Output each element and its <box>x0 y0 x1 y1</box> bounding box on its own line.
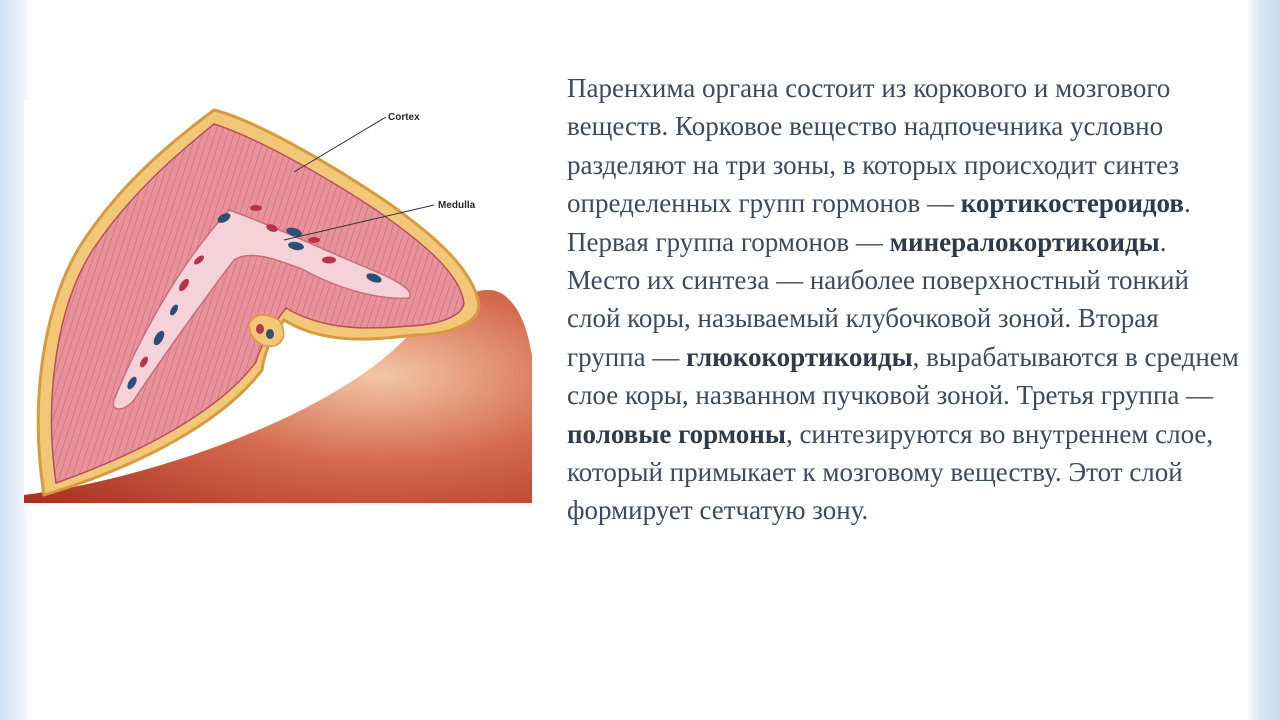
term-glucocorticoids: глюкокортикоиды <box>686 341 913 372</box>
term-corticosteroids: кортикостероидов <box>960 188 1184 219</box>
description-paragraph <box>567 69 1243 530</box>
term-sex-hormones: половые гормоны <box>567 418 786 449</box>
notch-vessel-red <box>256 324 264 334</box>
text-part-5: , синтезируются во внутреннем слое, который примыкает к мозговому веществу. Этот слой формирует сетчатую зону. <box>567 418 1214 526</box>
adrenal-gland-diagram <box>24 100 532 503</box>
cortex-label: Cortex <box>388 112 420 123</box>
notch-vessel-blue <box>266 329 274 339</box>
text-part-1: Паренхима органа состоит из коркового и мозгового веществ. Корковое вещество надпочечника условно разделяют на три зоны, в которых происходит синтез определенных групп гормонов — <box>567 73 1180 219</box>
term-mineralocorticoids: минералокортикоиды <box>889 226 1160 257</box>
text-part-2: . Первая группа гормонов — <box>567 188 1191 257</box>
text-part-4: , вырабатываются в среднем слое коры, названном пучковой зоной. Третья группа — <box>567 341 1239 411</box>
cortex-leader-line <box>294 117 386 172</box>
medulla-label: Medulla <box>438 200 476 211</box>
text-part-3: . Место их синтеза — наиболее поверхностный тонкий слой коры, называемый клубочковой зоной. Вторая группа — <box>567 226 1189 372</box>
